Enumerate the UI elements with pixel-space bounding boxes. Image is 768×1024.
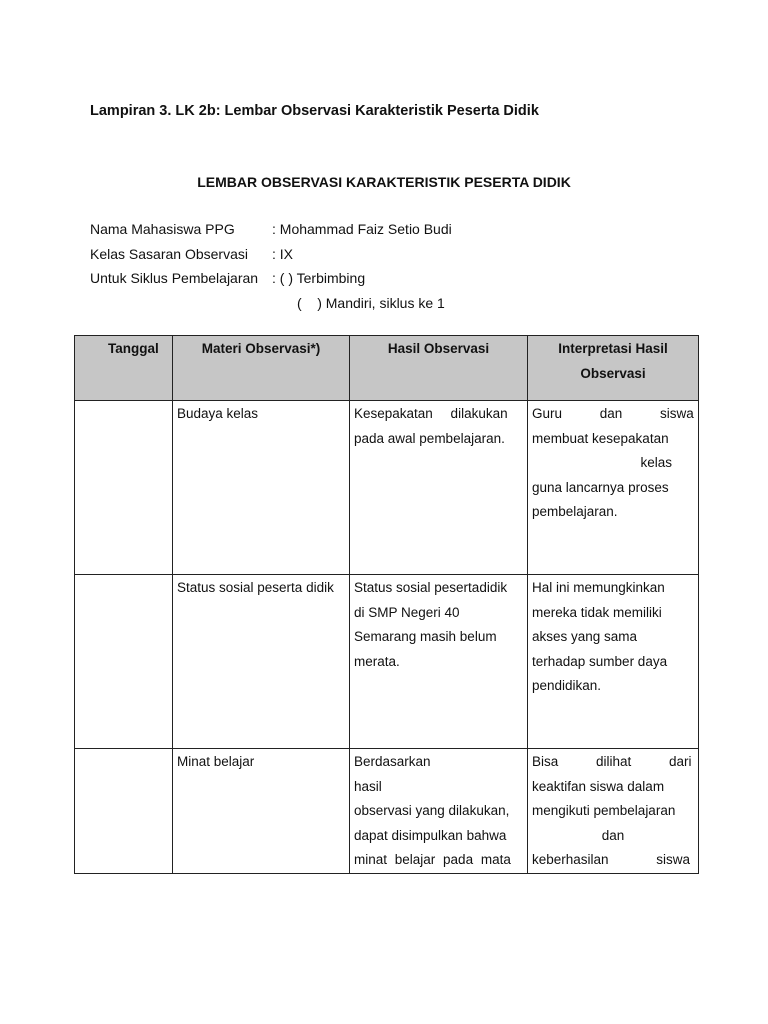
interpretasi-line: Guru dan siswa: [532, 406, 694, 421]
document-title: LEMBAR OBSERVASI KARAKTERISTIK PESERTA DIDIK: [197, 174, 571, 190]
header-interpretasi: Interpretasi Hasil Observasi: [528, 336, 699, 401]
interpretasi-line: pembelajaran.: [532, 504, 618, 519]
header-materi: Materi Observasi*): [173, 336, 350, 401]
interpretasi-line: pendidikan.: [532, 678, 602, 693]
interpretasi-line: keberhasilan siswa: [532, 852, 691, 867]
info-row-class: [90, 245, 452, 270]
hasil-line: di SMP Negeri 40: [354, 604, 460, 620]
hasil-line: Berdasarkan hasil: [354, 754, 431, 794]
hasil-line: dapat disimpulkan bahwa: [354, 827, 507, 843]
cell-hasil: [350, 749, 528, 874]
table-row: [75, 575, 699, 749]
cycle-label: Untuk Siklus Pembelajaran: [90, 270, 259, 286]
interpretasi-line: mereka tidak memiliki: [532, 604, 662, 620]
interpretasi-line: membuat kesepakatan: [532, 430, 669, 446]
header-tanggal: Tanggal: [75, 336, 173, 401]
cell-tanggal: [75, 401, 173, 575]
interpretasi-line: akses yang sama: [532, 629, 638, 644]
interpretasi-line: Bisa dilihat dari: [532, 754, 692, 769]
hasil-line: minat belajar pada mata: [354, 852, 511, 867]
cycle-value: : ( ) Terbimbing: [272, 270, 366, 286]
class-value: : IX: [272, 245, 294, 262]
materi-text: Minat belajar: [177, 754, 255, 769]
materi-text: Status sosial peserta didik: [177, 580, 334, 595]
name-value: : Mohammad Faiz Setio Budi: [272, 221, 452, 237]
cell-tanggal: [75, 749, 173, 874]
cell-interpretasi: [528, 749, 699, 874]
hasil-line: Status sosial pesertadidik: [354, 580, 508, 595]
cell-interpretasi: [528, 401, 699, 575]
class-label: Kelas Sasaran Observasi: [90, 245, 248, 262]
cell-materi: [173, 749, 350, 874]
cell-materi: [173, 401, 350, 575]
interpretasi-line: Hal ini memungkinkan: [532, 580, 665, 595]
observation-table: [74, 335, 699, 874]
interpretasi-line: keaktifan siswa dalam: [532, 778, 665, 794]
cell-tanggal: [75, 575, 173, 749]
hasil-line: Semarang masih belum: [354, 629, 497, 644]
document-heading: Lampiran 3. LK 2b: Lembar Observasi Karakteristik Peserta Didik: [90, 103, 539, 119]
cell-interpretasi: [528, 575, 699, 749]
cycle-value-2: ( ) Mandiri, siklus ke 1: [297, 294, 445, 311]
materi-text: Budaya kelas: [177, 406, 259, 421]
name-label: Nama Mahasiswa PPG: [90, 221, 235, 237]
interpretasi-line: mengikuti pembelajaran: [532, 803, 676, 818]
info-row-name: [90, 220, 452, 245]
interpretasi-line: kelas: [640, 455, 672, 470]
cell-hasil: [350, 401, 528, 575]
cell-materi: [173, 575, 350, 749]
info-row-cycle: [90, 269, 452, 294]
table-row: [75, 749, 699, 874]
hasil-line: pada awal pembelajaran.: [354, 430, 505, 446]
header-hasil: Hasil Observasi: [350, 336, 528, 401]
hasil-line: merata.: [354, 653, 400, 669]
info-row-cycle-2: [90, 294, 452, 319]
table-row: [75, 401, 699, 575]
hasil-line: [354, 402, 523, 427]
interpretasi-line: dan: [601, 827, 625, 843]
cell-hasil: [350, 575, 528, 749]
hasil-line: observasi yang dilakukan,: [354, 803, 510, 818]
table-header-row: [75, 336, 699, 401]
info-block: [90, 220, 452, 318]
hasil-line-text: Kesepakatan dilakukan: [354, 406, 508, 421]
interpretasi-line: guna lancarnya proses: [532, 479, 669, 495]
interpretasi-line: terhadap sumber daya: [532, 653, 668, 669]
